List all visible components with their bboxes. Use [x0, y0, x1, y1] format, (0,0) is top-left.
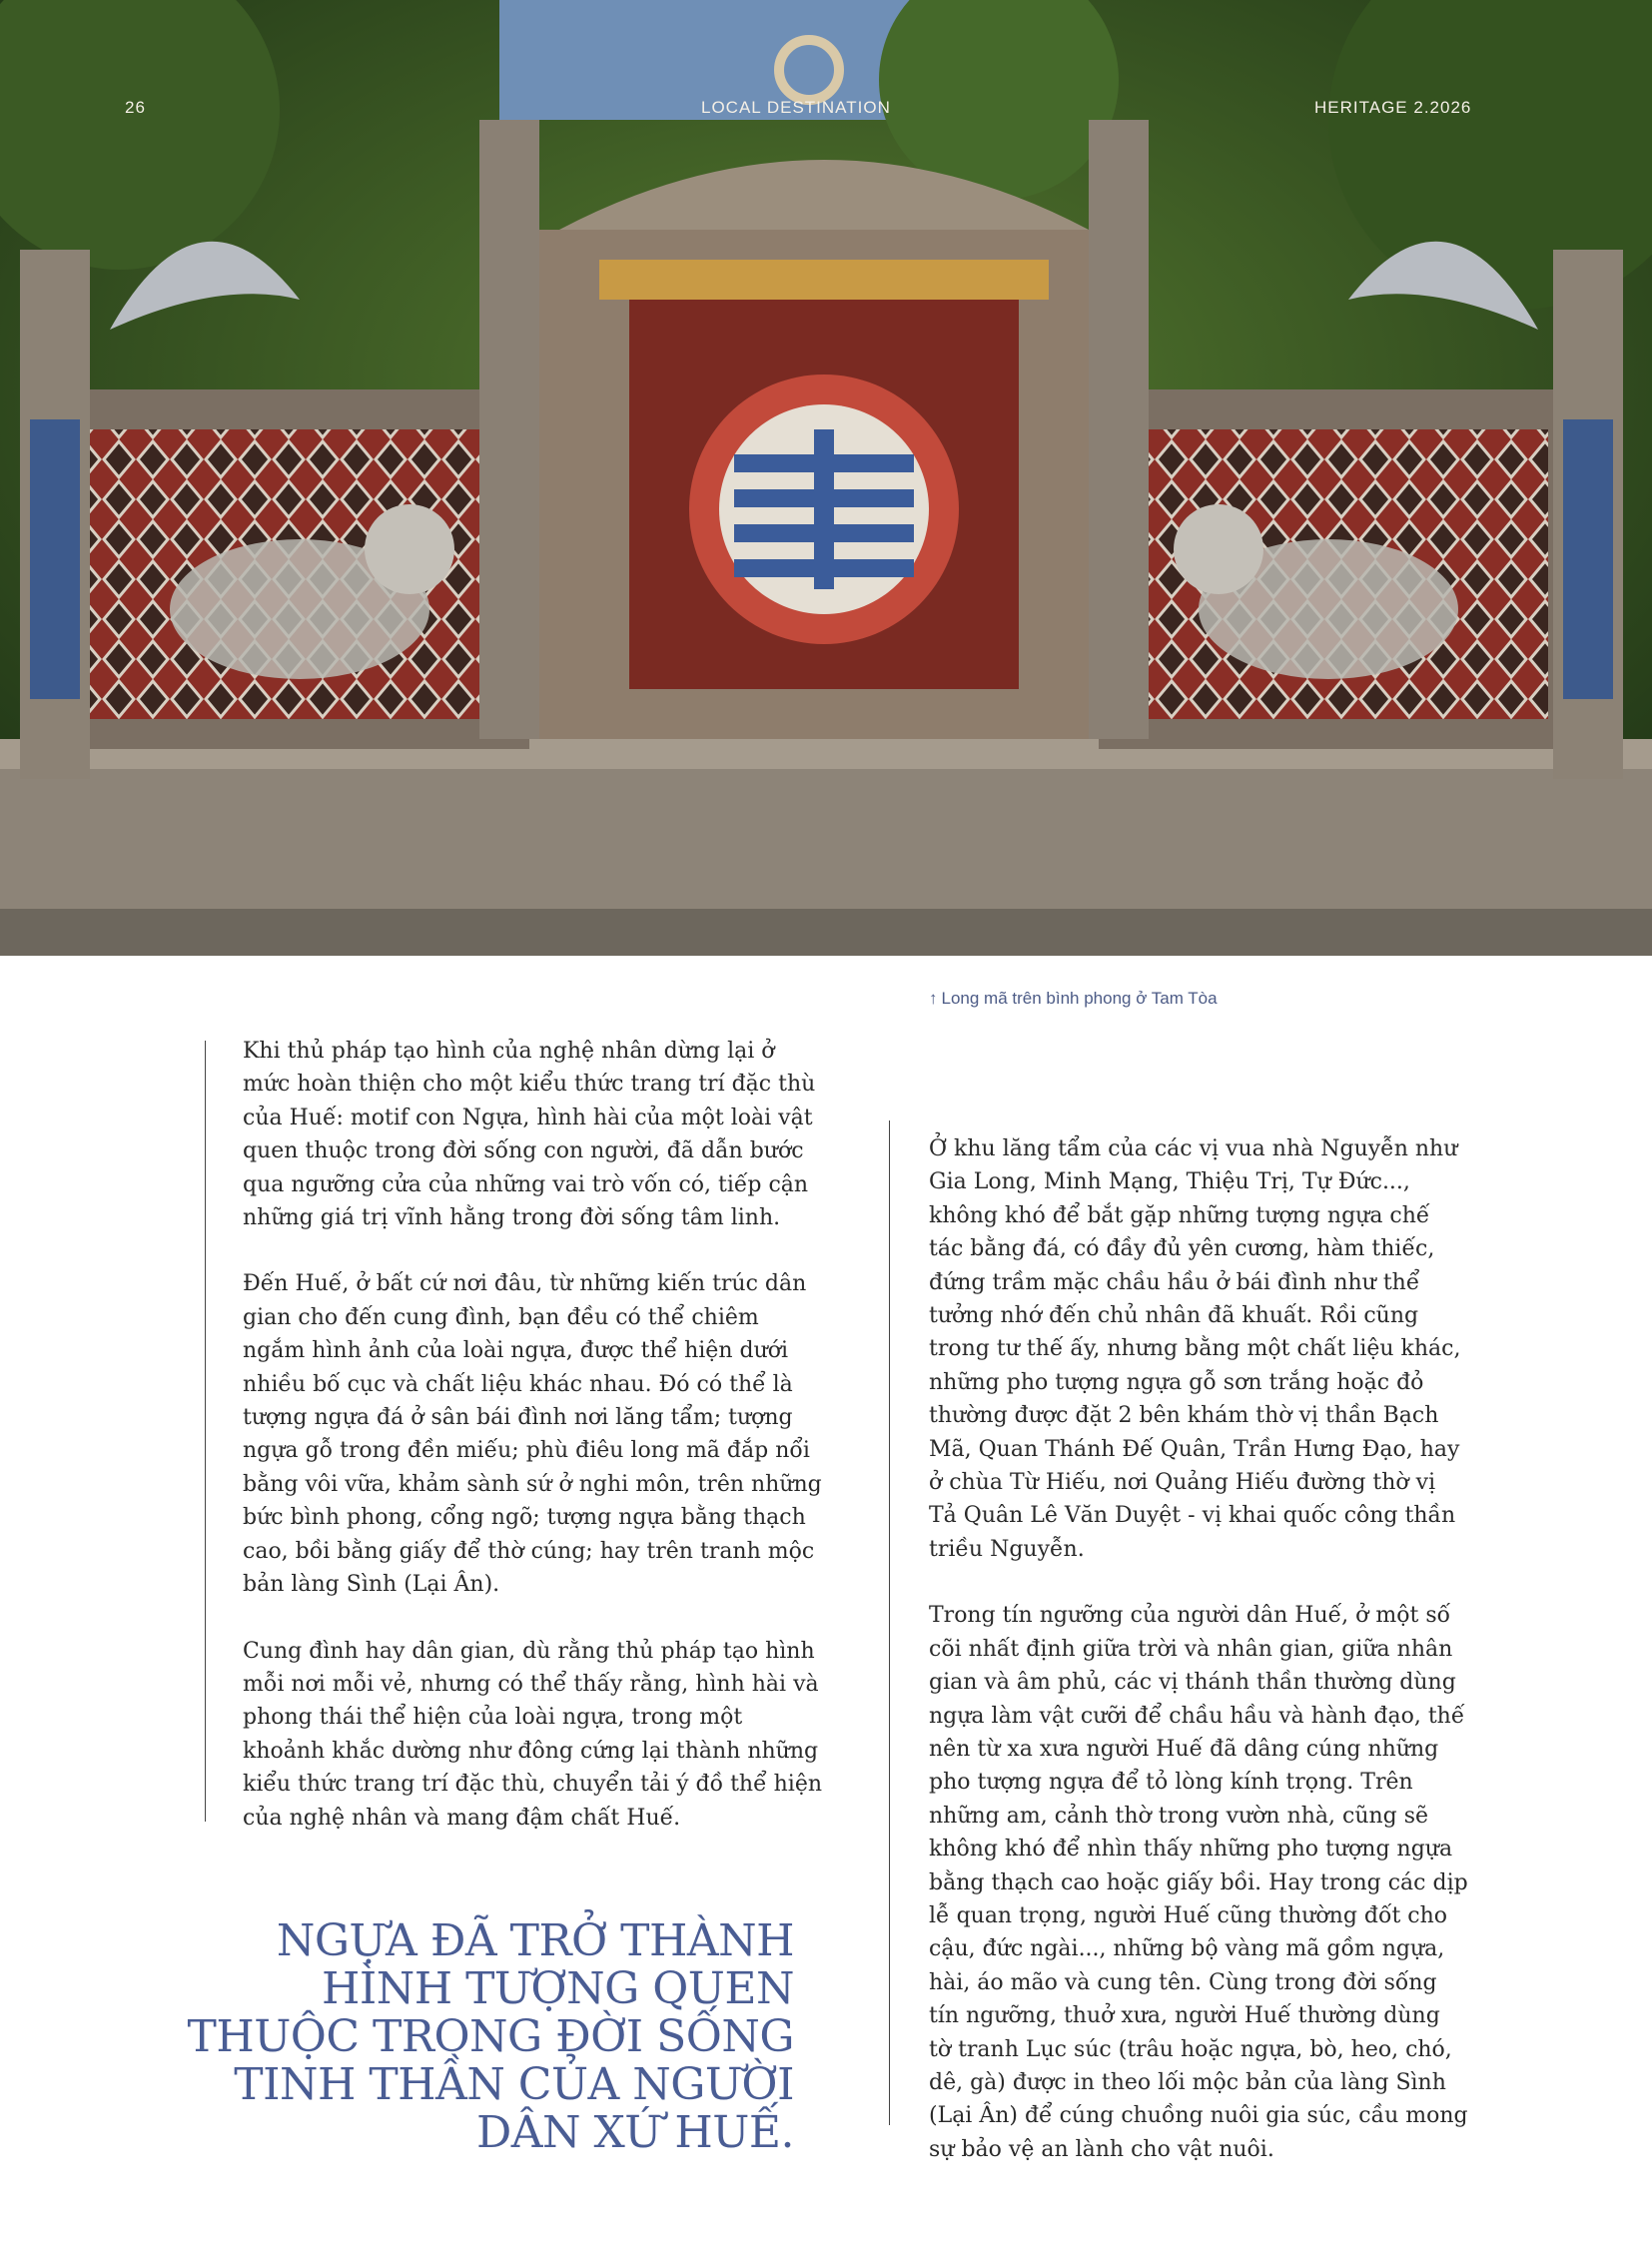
- pull-quote: NGỰA ĐÃ TRỞ THÀNH HÌNH TƯỢNG QUEN THUỘC TRONG ĐỜI SỐNG TINH THẦN CỦA NGƯỜI DÂN XỨ HUẾ.: [187, 1915, 794, 2158]
- right-column: [929, 1132, 1468, 2199]
- left-column: [243, 1035, 822, 1868]
- left-column-rule: [205, 1041, 206, 1822]
- section-label: LOCAL DESTINATION: [701, 98, 891, 117]
- paragraph: Ở khu lăng tẩm của các vị vua nhà Nguyễn như Gia Long, Minh Mạng, Thiệu Trị, Tự Đức..., không khó để bắt gặp những tượng ngựa chế tác bằng đá, có đầy đủ yên cương, hàm thiếc, đứng trầm mặc chầu hầu ở bái đình như thể tưởng nhớ đến chủ nhân đã khuất. Rồi cũng trong tư thế ấy, nhưng bằng một chất liệu khác, những pho tượng ngựa gỗ sơn trắng hoặc đỏ thường được đặt 2 bên khám thờ vị thần Bạch Mã, Quan Thánh Đế Quân, Trần Hưng Đạo, hay ở chùa Từ Hiếu, nơi Quảng Hiếu đường thờ vị Tả Quân Lê Văn Duyệt - vị khai quốc công thần triều Nguyễn.: [929, 1136, 1461, 1562]
- ornamental-screen-wall-photo: [0, 0, 1652, 956]
- paragraph: Khi thủ pháp tạo hình của nghệ nhân dừng lại ở mức hoàn thiện cho một kiểu thức trang trí đặc thù của Huế: motif con Ngựa, hình hài của một loài vật quen thuộc trong đời sống con người, đã dẫn bước qua ngưỡng cửa của những vai trò vốn có, tiếp cận những giá trị vĩnh hằng trong đời sống tâm linh.: [243, 1039, 816, 1231]
- page-number: 26: [125, 98, 146, 117]
- issue-label: HERITAGE 2.2026: [1314, 98, 1472, 117]
- paragraph: Cung đình hay dân gian, dù rằng thủ pháp tạo hình mỗi nơi mỗi vẻ, nhưng có thể thấy rằng, hình hài và phong thái thể hiện của loài ngựa, trong một khoảnh khắc dường như đông cứng lại thành những kiểu thức trang trí đặc thù, chuyển tải ý đồ thể hiện của nghệ nhân và mang đậm chất Huế.: [243, 1638, 823, 1831]
- right-column-rule: [889, 1120, 890, 2125]
- hero-photo: [0, 0, 1652, 956]
- paragraph: Trong tín ngưỡng của người dân Huế, ở một số cõi nhất định giữa trời và nhân gian, giữa nhân gian và âm phủ, các vị thánh thần thường dùng ngựa làm vật cưỡi để chầu hầu và hành đạo, thế nên từ xa xưa người Huế đã dâng cúng những pho tượng ngựa để tỏ lòng kính trọng. Trên những am, cảnh thờ trong vườn nhà, cũng sẽ không khó để nhìn thấy những pho tượng ngựa bằng thạch cao hoặc giấy bồi. Hay trong các dịp lễ quan trọng, người Huế cũng thường đốt cho cậu, đức ngài..., những bộ vàng mã gồm ngựa, hài, áo mão và cung tên. Cùng trong đời sống tín ngưỡng, thuở xưa, người Huế thường dùng tờ tranh Lục súc (trâu hoặc ngựa, bò, heo, chó, dê, gà) được in theo lối mộc bản của làng Sình (Lại Ân) để cúng chuồng nuôi gia súc, cầu mong sự bảo vệ an lành cho vật nuôi.: [929, 1603, 1468, 2162]
- arrow-up-icon: ↑: [929, 989, 938, 1008]
- photo-caption: [929, 989, 1218, 1009]
- caption-text: Long mã trên bình phong ở Tam Tòa: [941, 989, 1218, 1008]
- paragraph: Đến Huế, ở bất cứ nơi đâu, từ những kiến trúc dân gian cho đến cung đình, bạn đều có thể chiêm ngắm hình ảnh của loài ngựa, được thể hiện dưới nhiều bố cục và chất liệu khác nhau. Đó có thể là tượng ngựa đá ở sân bái đình nơi lăng tẩm; tượng ngựa gỗ trong đền miếu; phù điêu long mã đắp nổi bằng vôi vữa, khảm sành sứ ở nghi môn, trên những bức bình phong, cổng ngõ; tượng ngựa bằng thạch cao, bồi bằng giấy để thờ cúng; hay trên tranh mộc bản làng Sình (Lại Ân).: [243, 1271, 822, 1598]
